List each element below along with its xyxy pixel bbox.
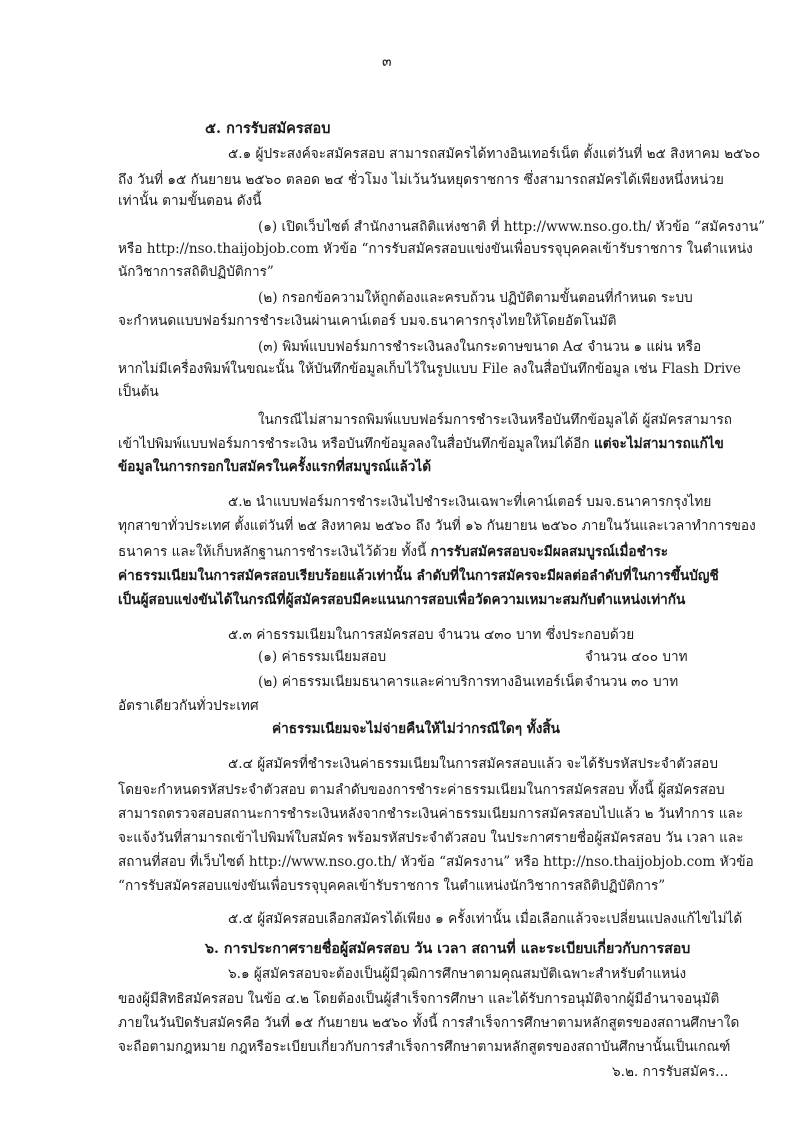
s51-item-1-line-1: (๑) เปิดเว็บไซต์ สำนักงานสถิติแห่งชาติ ที่ http://www.nso.go.th/ หัวข้อ “สมัครงาน” [258,219,766,235]
s52-line-4: ค่าธรรมเนียมในการสมัครสอบเรียบร้อยแล้วเท่านั้น ลำดับที่ในการสมัครจะมีผลต่อลำดับที่ในการขึ้นบัญชี [118,568,719,584]
s51-item-2-line-1: (๒) กรอกข้อความให้ถูกต้องและครบถ้วน ปฏิบัติตามขั้นตอนที่กำหนด ระบบ [258,290,693,306]
s53-nonrefund-notice: ค่าธรรมเนียมจะไม่จ่ายคืนให้ไม่ว่ากรณีใดๆ ทั้งสิ้น [272,721,560,737]
s54-line-4: จะแจ้งวันที่สามารถเข้าไปพิมพ์ใบสมัคร พร้อมรหัสประจำตัวสอบ ในประกาศรายชื่อผู้สมัครสอบ วัน เวลา และ [118,830,744,846]
s51-line-2: ถึง วันที่ ๑๕ กันยายน ๒๕๖๐ ตลอด ๒๔ ชั่วโมง ไม่เว้นวันหยุดราชการ ซึ่งสามารถสมัครได้เพียงหนึ่งหน่วย [118,172,724,188]
s52-line-1: ๕.๒ นำแบบฟอร์มการชำระเงินไปชำระเงินเฉพาะที่เคาน์เตอร์ บมจ.ธนาคารกรุงไทย [228,494,712,510]
s54-line-5: สถานที่สอบ ที่เว็บไซต์ http://www.nso.go.th/ หัวข้อ “สมัครงาน” หรือ http://nso.thaijobjob.com หัวข้อ [118,854,754,870]
s52-line-5: เป็นผู้สอบแข่งขันได้ในกรณีที่ผู้สมัครสอบมีคะแนนการสอบเพื่อวัดความเหมาะสมกับตำแหน่งเท่ากัน [118,592,686,608]
s54-line-3: สามารถตรวจสอบสถานะการชำระเงินหลังจากชำระเงินค่าธรรมเนียมการสมัครสอบไปแล้ว ๒ วันทำการ และ [118,806,744,822]
section-6-heading: ๖. การประกาศรายชื่อผู้สมัครสอบ วัน เวลา สถานที่ และระเบียบเกี่ยวกับการสอบ [205,941,691,957]
s54-line-6: “การรับสมัครสอบแข่งขันเพื่อบรรจุบุคคลเข้ารับราชการ ในตำแหน่งนักวิชาการสถิติปฏิบัติการ” [118,878,666,894]
s51-note-line-1: ในกรณีไม่สามารถพิมพ์แบบฟอร์มการชำระเงินหรือบันทึกข้อมูลได้ ผู้สมัครสามารถ [258,412,733,428]
s61-line-1: ๖.๑ ผู้สมัครสอบจะต้องเป็นผู้มีวุฒิการศึกษาตามคุณสมบัติเฉพาะสำหรับตำแหน่ง [228,966,687,982]
s51-item-3-line-2: หากไม่มีเครื่องพิมพ์ในขณะนั้น ให้บันทึกข้อมูลเก็บไว้ในรูปแบบ File ลงในสื่อบันทึกข้อมูล เช่น Flash Drive [118,361,741,377]
s61-line-3: ภายในวันปิดรับสมัครคือ วันที่ ๑๕ กันยายน ๒๕๖๐ ทั้งนี้ การสำเร็จการศึกษาตามหลักสูตรของสถานศึกษาใด [118,1015,740,1031]
s55-line: ๕.๕ ผู้สมัครสอบเลือกสมัครได้เพียง ๑ ครั้งเท่านั้น เมื่อเลือกแล้วจะเปลี่ยนแปลงแก้ไขไม่ได้ [228,911,743,927]
s53-fee-1-amount: จำนวน ๔๐๐ บาท [585,649,688,665]
s53-fee-1-label: (๑) ค่าธรรมเนียมสอบ [258,649,387,665]
s51-note-line-2-text: เข้าไปพิมพ์แบบฟอร์มการชำระเงิน หรือบันทึกข้อมูลลงในสื่อบันทึกข้อมูลใหม่ได้อีก [118,436,594,452]
s53-line-4: อัตราเดียวกันทั่วประเทศ [118,698,259,714]
s51-note-line-2-bold: แต่จะไม่สามารถแก้ไข [593,436,724,452]
s52-line-3-bold: การรับสมัครสอบจะมีผลสมบูรณ์เมื่อชำระ [430,544,669,560]
s51-line-3: เท่านั้น ตามขั้นตอน ดังนี้ [118,193,262,209]
s51-note-line-2 [118,438,724,452]
s51-item-1-line-2: หรือ http://nso.thaijobjob.com หัวข้อ “การรับสมัครสอบแข่งขันเพื่อบรรจุบุคคลเข้ารับราชการ ในตำแหน่ง [118,241,753,257]
s53-fee-2-label: (๒) ค่าธรรมเนียมธนาคารและค่าบริการทางอินเทอร์เน็ต [258,674,584,690]
s53-line-1: ๕.๓ ค่าธรรมเนียมในการสมัครสอบ จำนวน ๔๓๐ บาท ซึ่งประกอบด้วย [228,627,635,643]
s54-line-2: โดยจะกำหนดรหัสประจำตัวสอบ ตามลำดับของการชำระค่าธรรมเนียมในการสมัครสอบ ทั้งนี้ ผู้สมัครสอบ [118,782,725,798]
s51-item-3-line-1: (๓) พิมพ์แบบฟอร์มการชำระเงินลงในกระดาษขนาด A๔ จำนวน ๑ แผ่น หรือ [258,339,702,355]
s51-item-2-line-2: จะกำหนดแบบฟอร์มการชำระเงินผ่านเคาน์เตอร์ บมจ.ธนาคารกรุงไทยให้โดยอัตโนมัติ [118,313,617,329]
s61-line-2: ของผู้มีสิทธิสมัครสอบ ในข้อ ๔.๒ โดยต้องเป็นผู้สำเร็จการศึกษา และได้รับการอนุมัติจากผู้มีอำนาจอนุมัติ [118,991,720,1007]
s51-line-1: ๕.๑ ผู้ประสงค์จะสมัครสอบ สามารถสมัครได้ทางอินเทอร์เน็ต ตั้งแต่วันที่ ๒๕ สิงหาคม ๒๕๖๐ [228,146,761,162]
s51-item-1-line-3: นักวิชาการสถิติปฏิบัติการ” [118,264,274,280]
continuation-note: ๖.๒. การรับสมัคร... [612,1064,729,1080]
section-5-heading: ๕. การรับสมัครสอบ [205,120,331,137]
s53-fee-2-amount: จำนวน ๓๐ บาท [585,674,679,690]
s52-line-2: ทุกสาขาทั่วประเทศ ตั้งแต่วันที่ ๒๕ สิงหาคม ๒๕๖๐ ถึง วันที่ ๑๖ กันยายน ๒๕๖๐ ภายในวันและเวลาทำการของ [118,518,756,534]
s51-item-3-line-3: เป็นต้น [118,384,159,400]
page-number: ๓ [382,54,392,70]
s51-note-line-3: ข้อมูลในการกรอกใบสมัครในครั้งแรกที่สมบูรณ์แล้วได้ [118,459,432,475]
s52-line-3-text: ธนาคาร และให้เก็บหลักฐานการชำระเงินไว้ด้วย ทั้งนี้ [118,544,431,560]
s61-line-4: จะถือตามกฎหมาย กฎหรือระเบียบเกี่ยวกับการสำเร็จการศึกษาตามหลักสูตรของสถาบันศึกษานั้นเป็นเกณฑ์ [118,1039,731,1055]
s52-line-3 [118,546,668,560]
s54-line-1: ๕.๔ ผู้สมัครที่ชำระเงินค่าธรรมเนียมในการสมัครสอบแล้ว จะได้รับรหัสประจำตัวสอบ [228,756,718,772]
